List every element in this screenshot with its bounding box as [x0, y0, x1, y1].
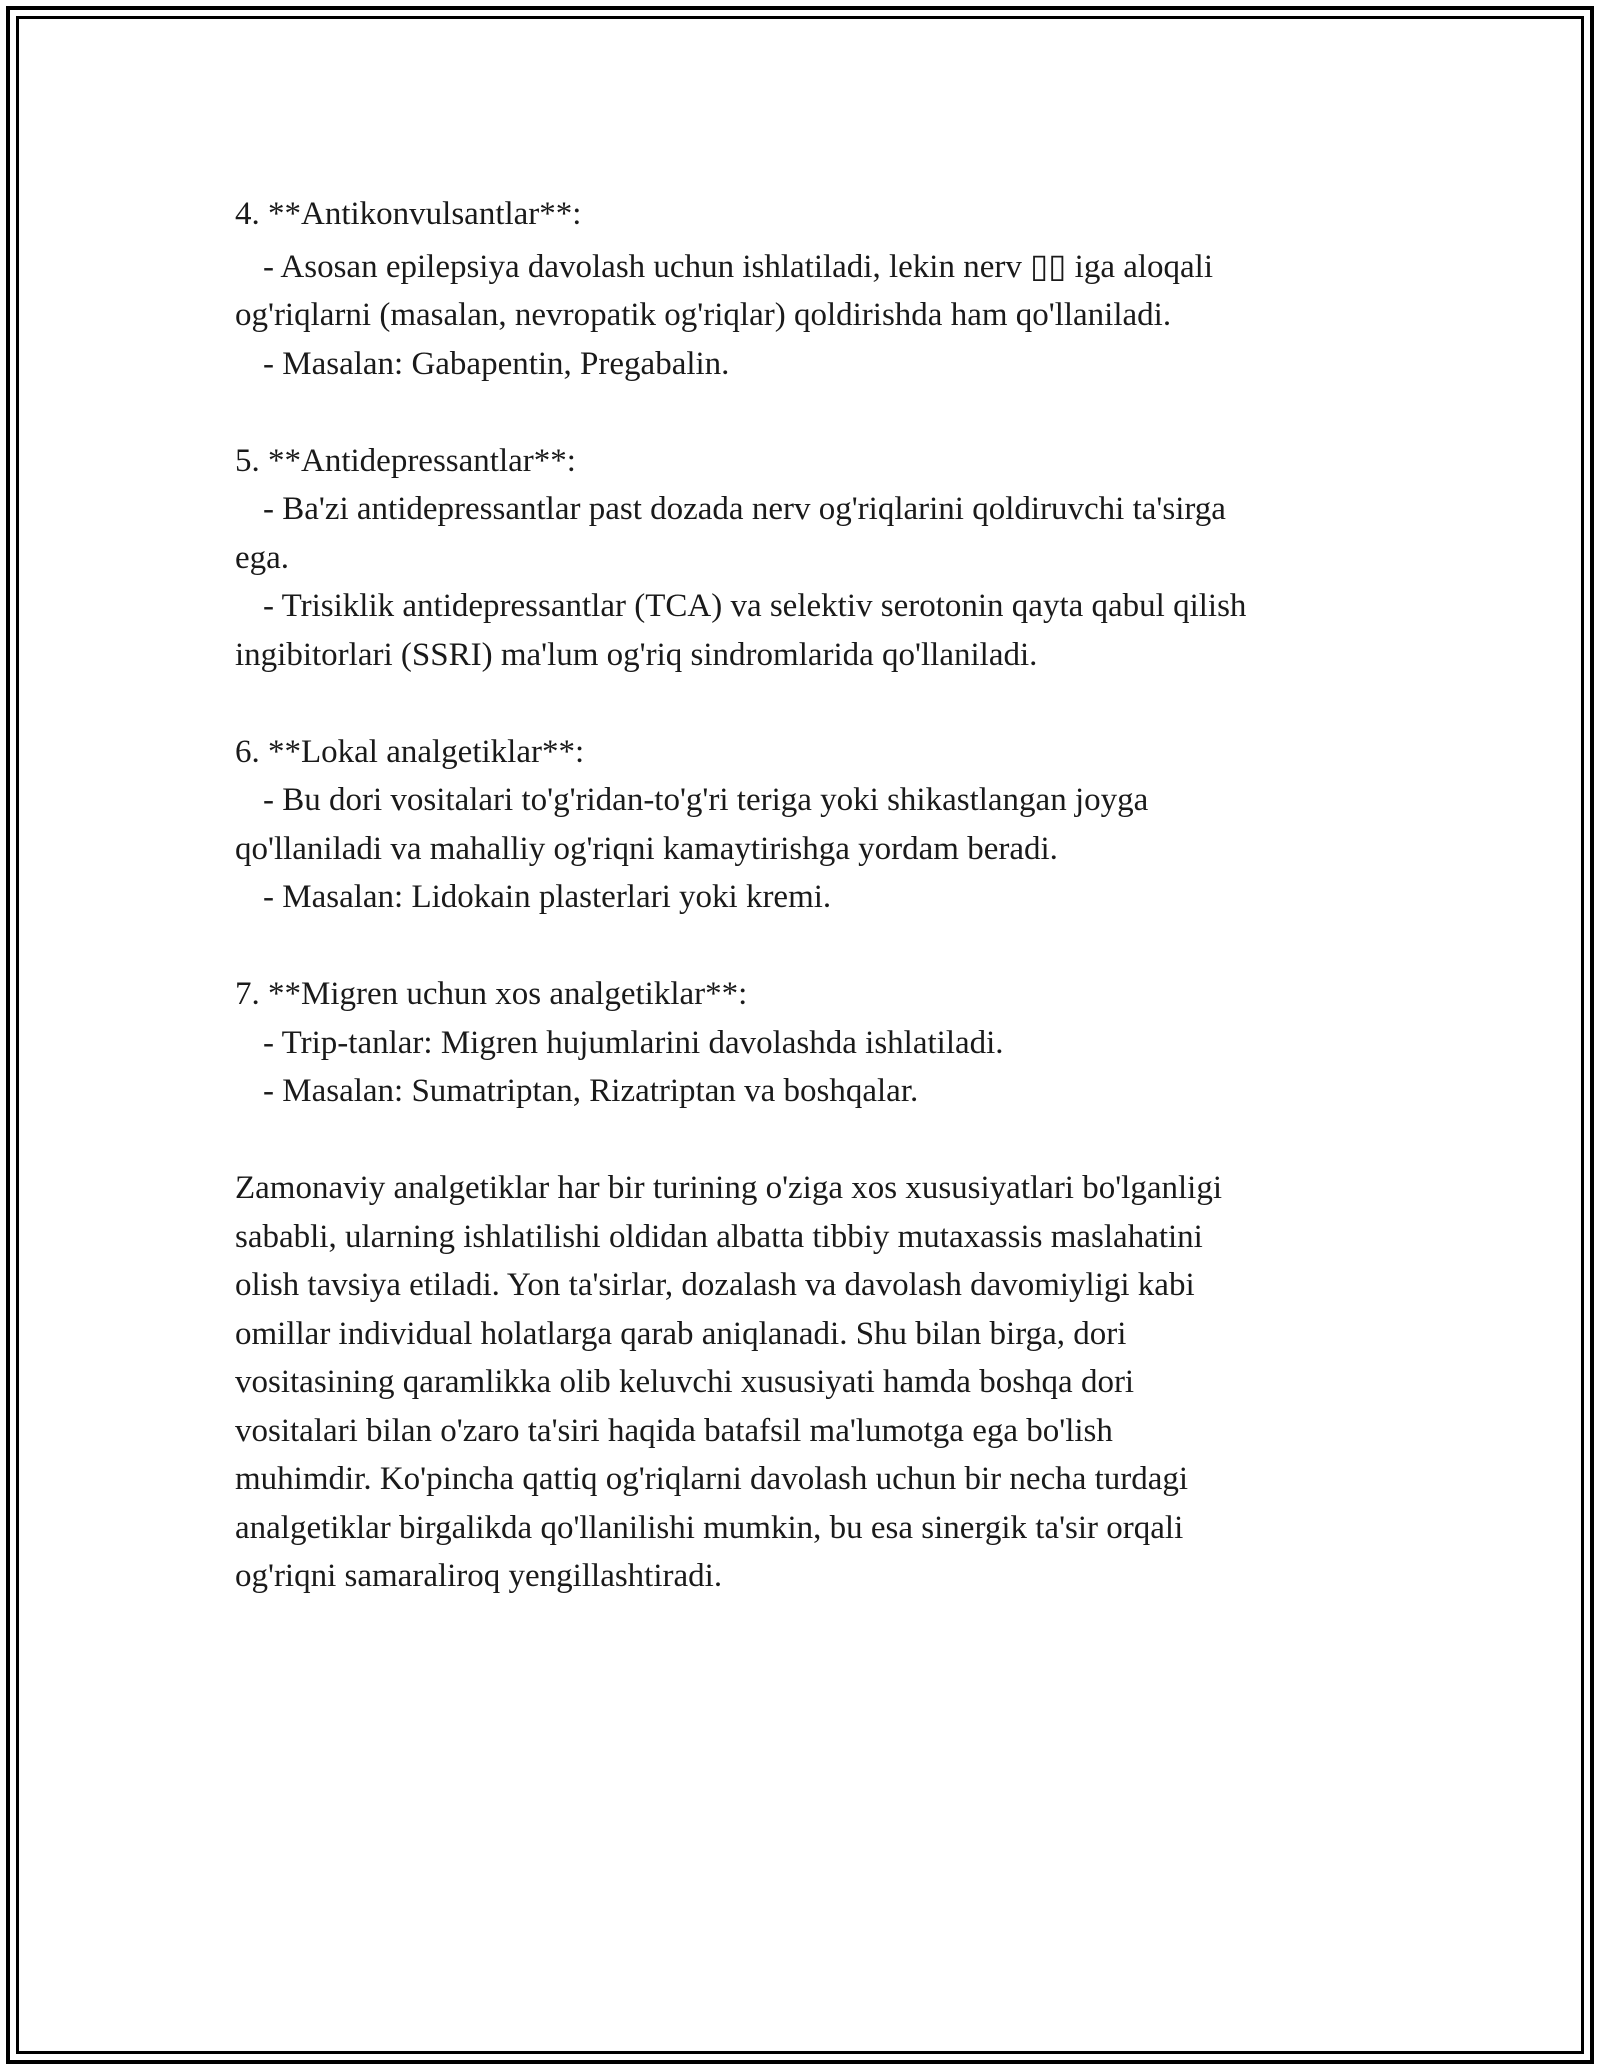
section-heading: 6. **Lokal analgetiklar**: — [235, 733, 585, 770]
bullet-line: - Masalan: Sumatriptan, Rizatriptan va boshqalar. — [263, 1073, 919, 1109]
bullet-line: - Bu dori vositalari to'g'ridan-to'g'ri teriga yoki shikastlangan joyga — [263, 782, 1149, 818]
bullet-line: - Asosan epilepsiya davolash uchun ishlatiladi, lekin nerv ▯▯ iga aloqali — [263, 248, 1214, 285]
bullet-line: - Masalan: Gabapentin, Pregabalin. — [263, 345, 730, 382]
paragraph-line: omillar individual holatlarga qarab aniqlanadi. Shu bilan birga, dori — [235, 1315, 1127, 1352]
bullet-line: - Masalan: Lidokain plasterlari yoki kremi. — [263, 879, 832, 915]
section-heading: 7. **Migren uchun xos analgetiklar**: — [235, 976, 748, 1012]
paragraph-line: og'riqni samaraliroq yengillashtiradi. — [235, 1558, 723, 1594]
section-heading: 5. **Antidepressantlar**: — [235, 442, 576, 479]
paragraph-line: sababli, ularning ishlatilishi oldidan albatta tibbiy mutaxassis maslahatini — [235, 1218, 1203, 1255]
section-antidepressantlar — [235, 437, 1375, 680]
paragraph-gap — [235, 1116, 1375, 1165]
paragraph-line: vositalari bilan o'zaro ta'siri haqida batafsil ma'lumotga ega bo'lish — [235, 1412, 1113, 1449]
bullet-line: - Trisiklik antidepressantlar (TCA) va selektiv serotonin qayta qabul qilish — [263, 588, 1247, 624]
conclusion-paragraph — [235, 1164, 1375, 1601]
section-migren-analgetiklar — [235, 970, 1375, 1116]
document-body — [235, 190, 1375, 1601]
paragraph-gap — [235, 922, 1375, 971]
paragraph-gap — [235, 679, 1375, 728]
bullet-line: - Trip-tanlar: Migren hujumlarini davolashda ishlatiladi. — [263, 1024, 1004, 1061]
paragraph-line: vositasining qaramlikka olib keluvchi xususiyati hamda boshqa dori — [235, 1364, 1135, 1400]
paragraph-gap — [235, 388, 1375, 437]
bullet-continuation: qo'llaniladi va mahalliy og'riqni kamaytirishga yordam beradi. — [235, 830, 1058, 867]
section-heading: 4. **Antikonvulsantlar**: — [235, 196, 582, 232]
paragraph-line: Zamonaviy analgetiklar har bir turining o'ziga xos xususiyatlari bo'lganligi — [235, 1170, 1222, 1206]
paragraph-line: analgetiklar birgalikda qo'llanilishi mumkin, bu esa sinergik ta'sir orqali — [235, 1509, 1184, 1546]
bullet-continuation: ingibitorlari (SSRI) ma'lum og'riq sindromlarida qo'llaniladi. — [235, 636, 1038, 673]
bullet-continuation: og'riqlarni (masalan, nevropatik og'riqlar) qoldirishda ham qo'llaniladi. — [235, 297, 1172, 333]
paragraph-line: muhimdir. Ko'pincha qattiq og'riqlarni davolash uchun bir necha turdagi — [235, 1461, 1189, 1497]
bullet-line: - Ba'zi antidepressantlar past dozada nerv og'riqlarini qoldiruvchi ta'sirga — [263, 491, 1226, 527]
paragraph-line: olish tavsiya etiladi. Yon ta'sirlar, dozalash va davolash davomiyligi kabi — [235, 1267, 1195, 1303]
section-antikonvulsantlar — [235, 190, 1375, 388]
section-lokal-analgetiklar — [235, 728, 1375, 922]
bullet-continuation: ega. — [235, 539, 290, 576]
